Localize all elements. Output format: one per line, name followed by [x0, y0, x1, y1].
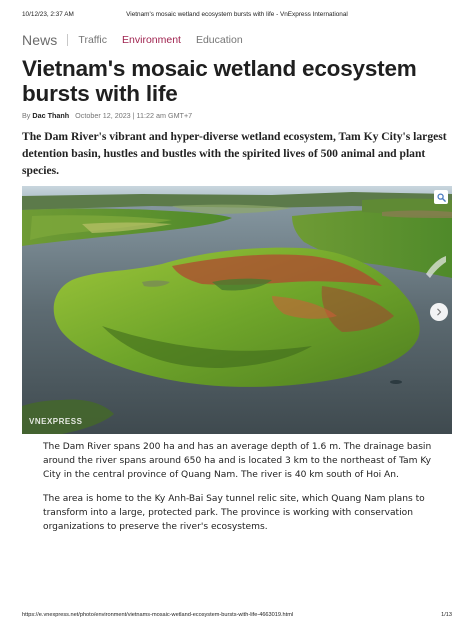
print-url: https://e.vnexpress.net/photo/environment/vietnams-mosaic-wetland-ecosystem-bursts-with-life-4663019.html [22, 612, 294, 618]
photo-caption [43, 440, 443, 543]
nav-item-education[interactable]: Education [195, 34, 243, 46]
chevron-right-icon [435, 308, 443, 316]
print-header [0, 0, 474, 22]
publish-date: October 12, 2023 | 11:22 am GMT+7 [75, 111, 193, 120]
caption-paragraph: The area is home to the Ky Anh-Bai Say tunnel relic site, which Quang Nam plans to transform into a large, protected park. The province is working with conservation organizations to preserve the river's ecosystems. [43, 493, 425, 533]
nav-item-traffic[interactable]: Traffic [78, 34, 108, 46]
next-photo-button[interactable] [430, 303, 448, 321]
byline-prefix: By [22, 111, 31, 120]
caption-paragraph: The Dam River spans 200 ha and has an average depth of 1.6 m. The drainage basin around the river spans around 650 ha and is located 3 km to the northeast of Tam Ky City in the central province of Quang Nam. The river is 40 km south of Hoi An. [43, 442, 432, 481]
print-document-title: Vietnam's mosaic wetland ecosystem bursts with life - VnExpress International [126, 11, 348, 18]
page-number: 1/13 [441, 612, 452, 618]
wetland-aerial-illustration [22, 186, 452, 434]
magnifier-icon [437, 193, 446, 202]
article-photo[interactable] [22, 186, 452, 434]
article-headline: Vietnam's mosaic wetland ecosystem bursts with life [22, 56, 417, 106]
nav-item-environment[interactable]: Environment [122, 34, 181, 46]
article-lead: The Dam River's vibrant and hyper-diverse wetland ecosystem, Tam Ky City's largest detention basin, hustles and bustles with the spirited lives of 500 animal and plant species. [22, 130, 447, 177]
zoom-button[interactable] [434, 190, 448, 204]
category-nav [22, 31, 258, 49]
nav-divider [67, 34, 68, 46]
author-link[interactable]: Dac Thanh [32, 111, 70, 120]
article-byline [22, 111, 192, 120]
print-footer [0, 612, 474, 624]
brand-news-link[interactable]: News [22, 32, 58, 48]
print-date: 10/12/23, 2:37 AM [22, 11, 74, 18]
photo-watermark: VNEXPRESS [29, 417, 83, 426]
